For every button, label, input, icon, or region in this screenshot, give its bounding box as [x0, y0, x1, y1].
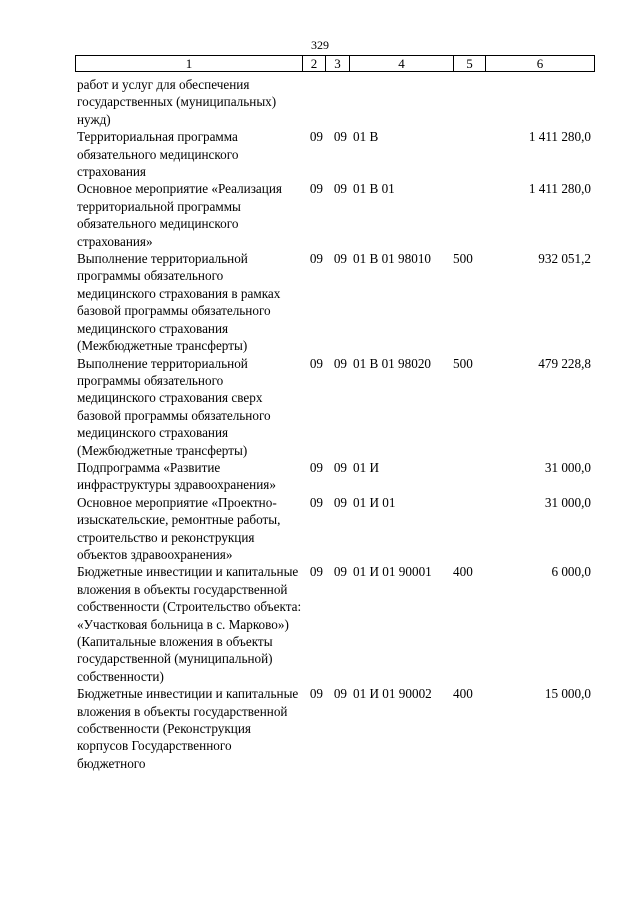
- row-vr: [453, 76, 485, 128]
- row-sum: 31 000,0: [544, 459, 591, 475]
- page-number: 329: [311, 38, 329, 52]
- row-rz: [302, 76, 325, 128]
- row-pr: [325, 76, 349, 128]
- table-row: [75, 494, 595, 564]
- row-sum: [485, 76, 595, 128]
- row-name: Основное мероприятие «Проектно-изыскательские, ремонтные работы, строительство и реконструкция объектов здравоохранения»: [77, 494, 281, 562]
- row-csr: 01 В: [353, 129, 379, 145]
- row-pr: 09: [333, 251, 347, 267]
- row-csr: 01 В 01: [353, 181, 395, 197]
- table-row: [75, 459, 595, 494]
- row-sum: 1 411 280,0: [528, 129, 591, 145]
- row-csr: 01 И 01 90002: [353, 686, 432, 702]
- row-pr: 09: [333, 355, 347, 371]
- header-col-4: 4: [349, 55, 453, 72]
- row-vr: [453, 128, 485, 180]
- row-sum: 6 000,0: [551, 564, 591, 580]
- row-pr: 09: [333, 129, 347, 145]
- row-vr: 500: [453, 355, 473, 371]
- row-vr: 400: [453, 564, 473, 580]
- row-rz: 09: [309, 181, 323, 197]
- table-row: [75, 180, 595, 250]
- row-pr: 09: [333, 494, 347, 510]
- row-name: Выполнение территориальной программы обязательного медицинского страхования в рамках базовой программы обязательного медицинского страхования (Межбюджетные трансферты): [77, 251, 281, 354]
- header-col-5: 5: [453, 55, 485, 72]
- row-csr: 01 В 01 98020: [353, 355, 432, 371]
- row-rz: 09: [309, 251, 323, 267]
- row-vr: [453, 494, 485, 564]
- row-csr: [349, 76, 453, 128]
- row-sum: 31 000,0: [544, 494, 591, 510]
- table-row: [75, 128, 595, 180]
- row-sum: 15 000,0: [544, 686, 591, 702]
- row-pr: 09: [333, 686, 347, 702]
- row-vr: [453, 459, 485, 494]
- row-pr: 09: [333, 181, 347, 197]
- row-csr: 01 И: [353, 459, 380, 475]
- header-col-6: 6: [485, 55, 595, 72]
- row-csr: 01 В 01 98010: [353, 251, 432, 267]
- row-rz: 09: [309, 355, 323, 371]
- row-rz: 09: [309, 459, 323, 475]
- row-name: Подпрограмма «Развитие инфраструктуры здравоохранения»: [77, 459, 276, 493]
- row-name: Основное мероприятие «Реализация территориальной программы обязательного медицинского страхования»: [77, 181, 282, 249]
- row-rz: 09: [309, 564, 323, 580]
- row-vr: [453, 180, 485, 250]
- row-name: работ и услуг для обеспечения государственных (муниципальных) нужд): [77, 77, 277, 127]
- table-header: [75, 55, 595, 71]
- row-name: Бюджетные инвестиции и капитальные вложения в объекты государственной собственности (Реконструкция корпусов Государственного бюджетного: [77, 686, 299, 771]
- row-vr: 500: [453, 251, 473, 267]
- row-name: Выполнение территориальной программы обязательного медицинского страхования сверх базовой программы обязательного медицинского страхования (Межбюджетные трансферты): [77, 355, 271, 458]
- table-row: [75, 685, 595, 772]
- row-name: Бюджетные инвестиции и капитальные вложения в объекты государственной собственности (Строительство объекта: «Участковая больница в с. Марково») (Капитальные вложения в объекты государственной (муниципальной) собственности): [77, 564, 302, 684]
- table-row: [75, 250, 595, 354]
- row-rz: 09: [309, 494, 323, 510]
- row-pr: 09: [333, 564, 347, 580]
- row-name: Территориальная программа обязательного медицинского страхования: [77, 129, 239, 180]
- table-body: [75, 76, 595, 772]
- table-row: [75, 355, 595, 459]
- header-col-2: 2: [302, 55, 325, 72]
- row-csr: 01 И 01: [353, 494, 396, 510]
- row-csr: 01 И 01 90001: [353, 564, 432, 580]
- row-rz: 09: [309, 686, 323, 702]
- row-pr: 09: [333, 459, 347, 475]
- header-col-1: 1: [75, 55, 302, 72]
- header-col-3: 3: [325, 55, 349, 72]
- row-sum: 1 411 280,0: [528, 181, 591, 197]
- row-sum: 932 051,2: [538, 251, 591, 267]
- row-rz: 09: [309, 129, 323, 145]
- table-row: [75, 76, 595, 128]
- row-vr: 400: [453, 686, 473, 702]
- table-row: [75, 563, 595, 685]
- row-sum: 479 228,8: [538, 355, 591, 371]
